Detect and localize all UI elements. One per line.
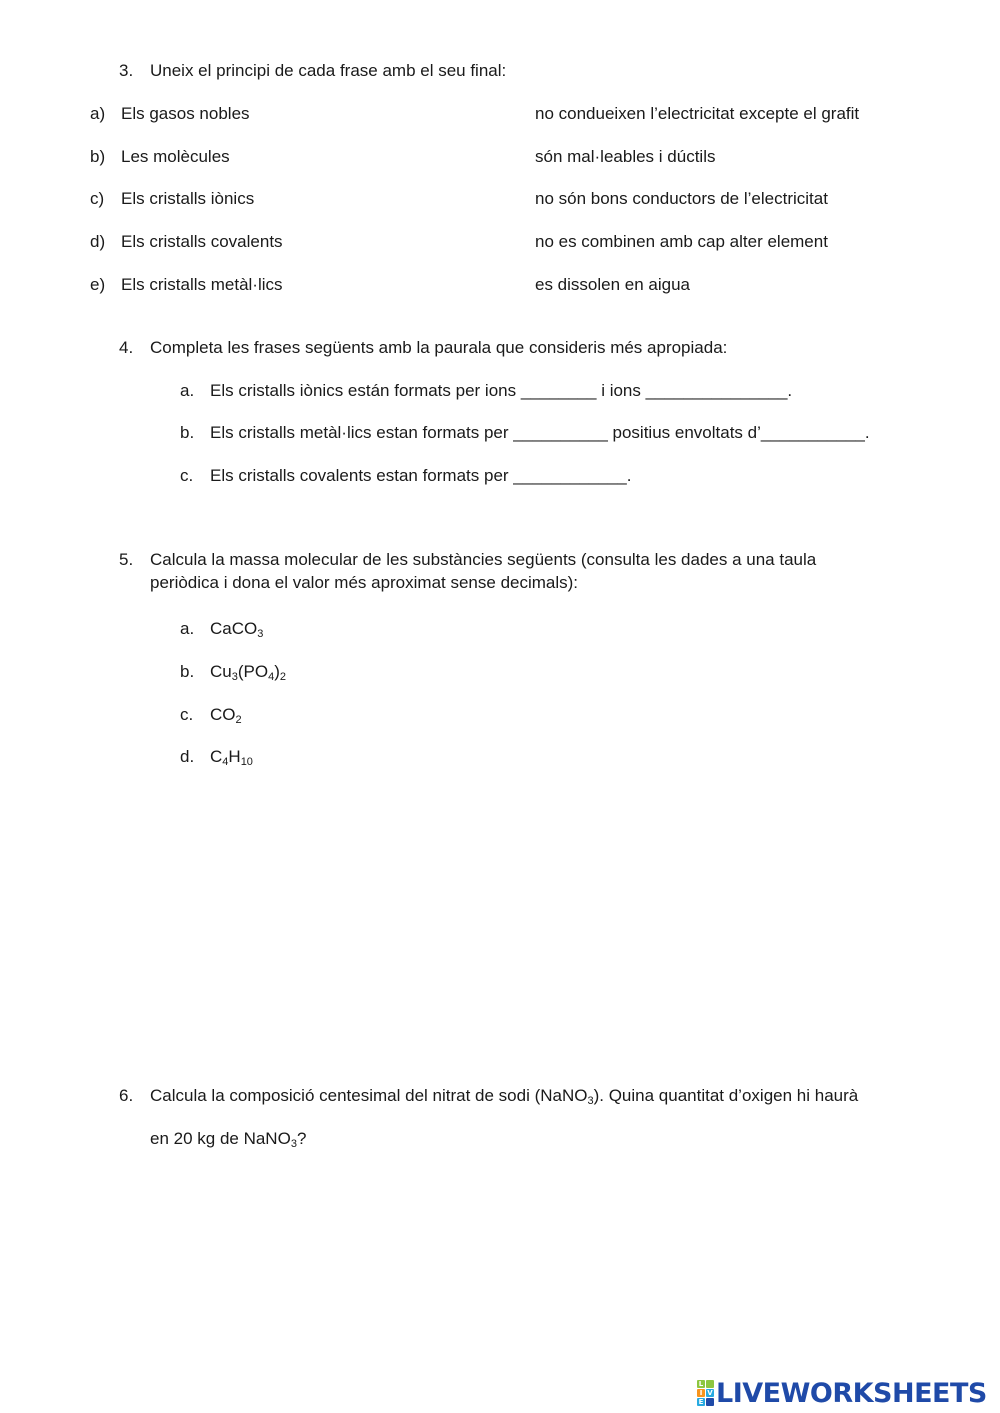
q3-item-letter: c) bbox=[90, 189, 105, 208]
q5-item-letter: d. bbox=[180, 747, 195, 766]
q3-item-end: no condueixen l’electricitat excepte el grafit bbox=[535, 104, 860, 123]
q4-item-text: Els cristalls covalents estan formats per ____________. bbox=[210, 466, 632, 485]
liveworksheets-logo-icon: L I V E bbox=[698, 1380, 713, 1406]
formula-co2: $CO_2$ bbox=[210, 705, 242, 726]
q3-number: 3. bbox=[119, 61, 134, 80]
q6-line1: Calcula la composició centesimal del nitrat de sodi (NaNO$_3$). Quina quantitat d’oxigen hi haurà bbox=[150, 1086, 859, 1107]
q4-item-text: Els cristalls iònics están formats per ions ________ i ions _______________. bbox=[210, 381, 793, 400]
q4-prompt: Completa les frases següents amb la paurala que consideris més apropiada: bbox=[150, 338, 728, 357]
q3-item-start: Els cristalls metàl·lics bbox=[121, 275, 283, 294]
q3-item-end: no es combinen amb cap alter element bbox=[535, 232, 828, 251]
q3-prompt: Uneix el principi de cada frase amb el seu final: bbox=[150, 61, 507, 80]
q3-item-end: es dissolen en aigua bbox=[535, 275, 691, 294]
q5-number: 5. bbox=[119, 550, 134, 569]
q5-item-letter: c. bbox=[180, 705, 194, 724]
q5-item-letter: b. bbox=[180, 662, 195, 681]
liveworksheets-logo-text: LIVEWORKSHEETS bbox=[716, 1377, 987, 1409]
formula-caco3: CaCO$_3$ bbox=[210, 619, 264, 640]
q3-item-start: Les molècules bbox=[121, 147, 230, 166]
q4-item-letter: b. bbox=[180, 423, 195, 442]
formula-cu3po42: $Cu_3(PO_4)_2$ bbox=[210, 662, 287, 683]
q3-item-start: Els gasos nobles bbox=[121, 104, 250, 123]
q6-line2: en 20 kg de NaNO$_3$? bbox=[150, 1129, 307, 1150]
q3-item-start: Els cristalls iònics bbox=[121, 189, 255, 208]
formula-c4h10: $C_4H_{10}$ bbox=[210, 747, 253, 768]
q3-item-end: no són bons conductors de l’electricitat bbox=[535, 189, 828, 208]
q3-item-letter: b) bbox=[90, 147, 106, 166]
q3-item-start: Els cristalls covalents bbox=[121, 232, 283, 251]
q4-number: 4. bbox=[119, 338, 134, 357]
q6-number: 6. bbox=[119, 1086, 134, 1105]
q3-item-letter: e) bbox=[90, 275, 106, 294]
q5-prompt-line1: Calcula la massa molecular de les substàncies següents (consulta les dades a una taula bbox=[150, 550, 817, 569]
q3-item-letter: d) bbox=[90, 232, 106, 251]
q5-prompt-line2: periòdica i dona el valor més aproximat sense decimals): bbox=[150, 573, 579, 592]
q4-item-letter: c. bbox=[180, 466, 194, 485]
q4-item-text: Els cristalls metàl·lics estan formats per __________ positius envoltats d’___________. bbox=[210, 423, 870, 442]
q4-item-letter: a. bbox=[180, 381, 195, 400]
liveworksheets-logo bbox=[697, 1378, 987, 1408]
q3-item-end: són mal·leables i dúctils bbox=[535, 147, 716, 166]
q3-item-letter: a) bbox=[90, 104, 106, 123]
q5-item-letter: a. bbox=[180, 619, 195, 638]
